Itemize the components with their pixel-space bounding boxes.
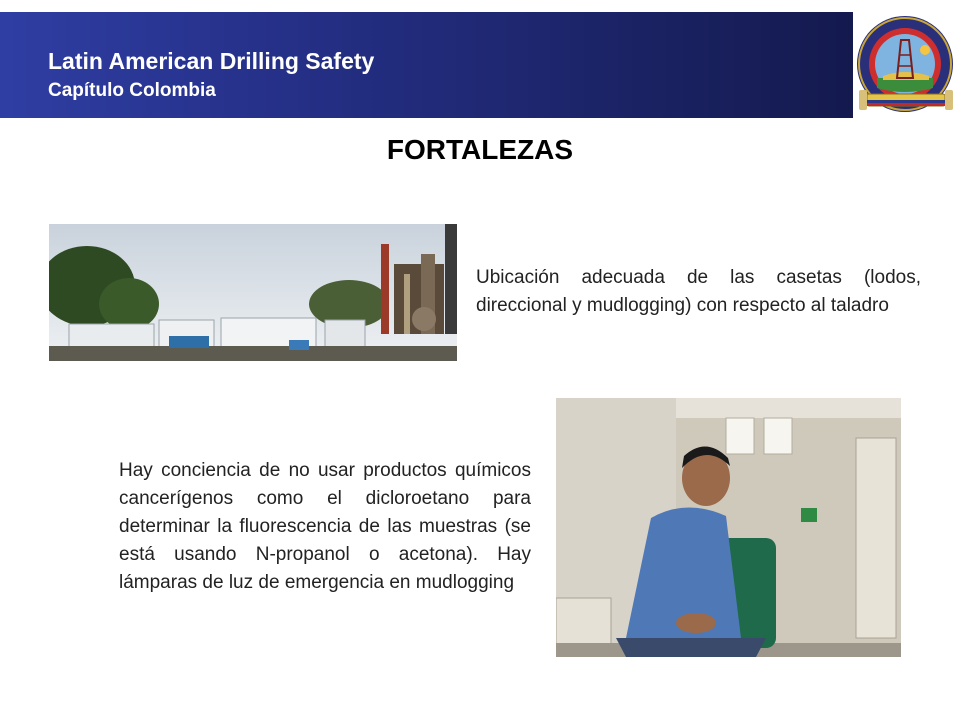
item-text-2: Hay conciencia de no usar productos químicos cancerígenos como el dicloroetano para determinar la fluorescencia de las muestras (se está usando N-propanol o acetona). Hay lámparas de luz de emergencia en mudlogging: [119, 460, 531, 593]
mudlogging-unit-photo-icon: [556, 398, 901, 657]
header-title: Latin American Drilling Safety: [48, 48, 375, 74]
item-text-1: Ubicación adecuada de las casetas (lodos, direccional y mudlogging) con respecto al taladro: [476, 267, 921, 316]
slide-title: FORTALEZAS: [386, 134, 574, 165]
drilling-site-photo-icon: [49, 224, 457, 361]
header-subtitle: Capítulo Colombia: [48, 80, 216, 101]
lads-colombia-seal-icon: [853, 10, 960, 118]
header-band: [0, 12, 853, 118]
